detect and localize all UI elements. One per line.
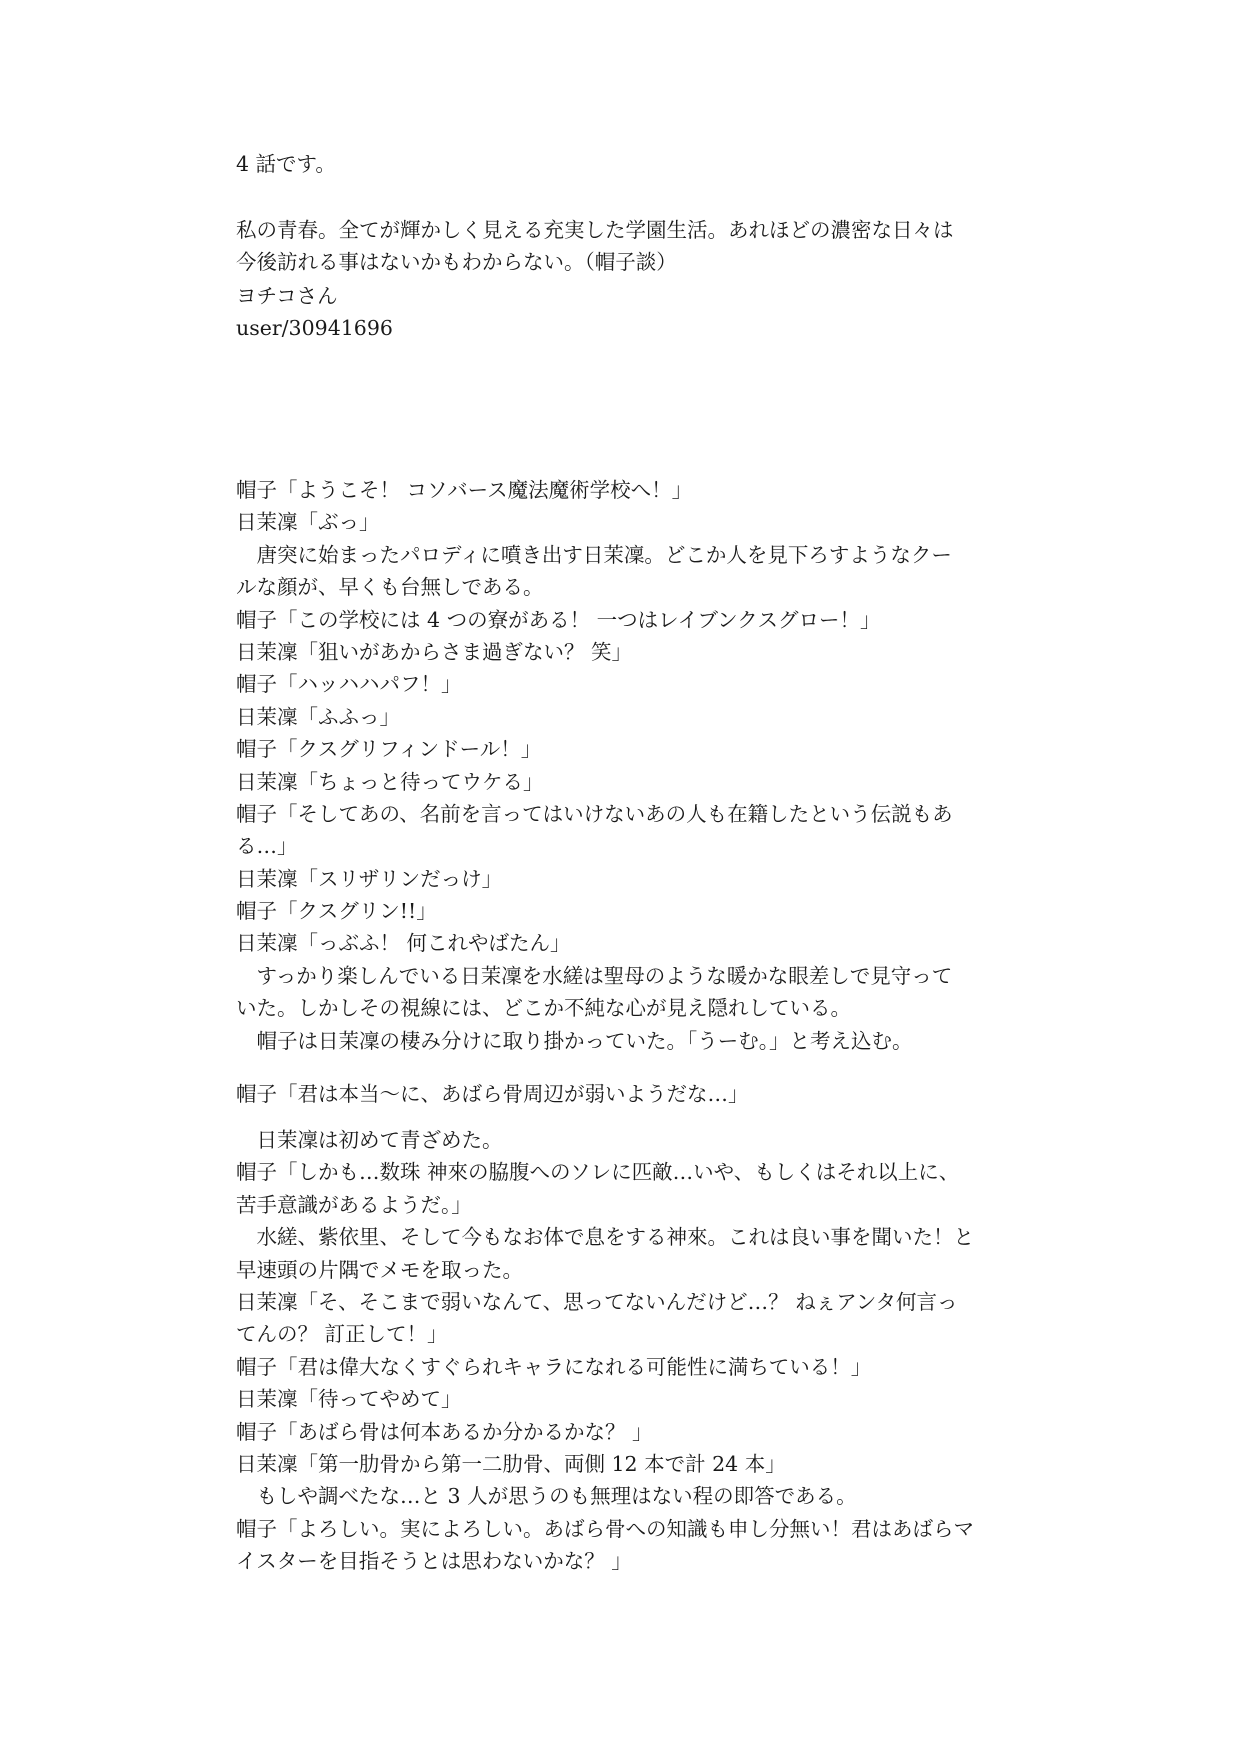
- story-line: 帽子「そしてあの、名前を言ってはいけないあの人も在籍したという伝説もあ: [236, 801, 953, 826]
- story-line: てんの？ 訂正して！」: [236, 1322, 448, 1347]
- story-line: 日茉凜「っぶふ！ 何これやばたん」: [236, 931, 571, 956]
- story-line: 帽子「よろしい。実によろしい。あばら骨への知識も申し分無い！君はあばらマ: [236, 1516, 974, 1541]
- description-line: 今後訪れる事はないかもわからない。（帽子談）: [236, 250, 677, 275]
- story-section-1: [236, 474, 1016, 1057]
- episode-header: [236, 148, 1016, 180]
- story-line: 帽子「しかも…数珠 神來の脇腹へのソレに匹敵…いや、もしくはそれ以上に、: [236, 1160, 960, 1185]
- description: [236, 214, 1016, 279]
- story-line: 日茉凜は初めて青ざめた。: [236, 1128, 503, 1152]
- story-line: すっかり楽しんでいる日茉凜を水縒は聖母のような暖かな眼差しで見守って: [236, 963, 953, 988]
- story-line: 帽子「君は本当〜に、あばら骨周辺が弱いようだな…」: [236, 1082, 749, 1106]
- author-name: ヨチコさん: [236, 284, 338, 308]
- story-line: 唐突に始まったパロディに噴き出す日茉凜。どこか人を見下ろすようなクー: [236, 542, 952, 567]
- story-line: 帽子「あばら骨は何本あるか分かるかな？ 」: [236, 1419, 653, 1444]
- author-info: [236, 280, 1016, 345]
- story-line: 日茉凜「そ、そこまで弱いなんて、思ってないんだけど…？ ねぇアンタ何言っ: [236, 1289, 958, 1314]
- story-line: ルな顔が、早くも台無しである。: [236, 575, 544, 600]
- story-line: 日茉凜「ぶっ」: [236, 510, 380, 535]
- story-line: 日茉凜「スリザリンだっけ」: [236, 866, 503, 891]
- story-line: 日茉凜「ちょっと待ってウケる」: [236, 769, 544, 794]
- story-line: る…」: [236, 834, 298, 859]
- story-section-2: [236, 1078, 1016, 1110]
- story-line: 帽子は日茉凜の棲み分けに取り掛かっていた。「うーむ。」と考え込む。: [236, 1028, 913, 1053]
- episode-label: 4 話です。: [236, 152, 336, 176]
- story-line: もしや調べたな…と 3 人が思うのも無理はない程の即答である。: [236, 1484, 857, 1509]
- story-line: 水縒、紫依里、そして今もなお体で息をする神來。これは良い事を聞いた！と: [236, 1225, 974, 1250]
- story-line: 早速頭の片隅でメモを取った。: [236, 1257, 523, 1282]
- story-line: イスターを目指そうとは思わないかな？ 」: [236, 1549, 632, 1574]
- story-line: いた。しかしその視線には、どこか不純な心が見え隠れしている。: [236, 996, 851, 1021]
- story-line: 帽子「ハッハハパフ！」: [236, 672, 462, 697]
- story-line: 帽子「ようこそ！ コソバース魔法魔術学校へ！」: [236, 478, 693, 502]
- story-section-3: [236, 1124, 1016, 1577]
- description-line: 私の青春。全てが輝かしく見える充実した学園生活。あれほどの濃密な日々は: [236, 218, 954, 242]
- story-line: 苦手意識があるようだ。」: [236, 1192, 472, 1217]
- story-line: 日茉凜「ふふっ」: [236, 704, 400, 729]
- story-line: 帽子「君は偉大なくすぐられキャラになれる可能性に満ちている！」: [236, 1354, 872, 1379]
- story-line: 日茉凜「狙いがあからさま過ぎない？ 笑」: [236, 639, 633, 664]
- story-line: 帽子「クスグリン!!」: [236, 899, 437, 924]
- story-line: 帽子「この学校には 4 つの寮がある！ 一つはレイブンクスグロー！」: [236, 607, 881, 632]
- story-line: 帽子「クスグリフィンドール！」: [236, 737, 542, 762]
- story-line: 日茉凜「第一肋骨から第一二肋骨、両側 12 本で計 24 本」: [236, 1451, 786, 1476]
- user-id: user/30941696: [236, 316, 393, 341]
- story-line: 日茉凜「待ってやめて」: [236, 1387, 462, 1412]
